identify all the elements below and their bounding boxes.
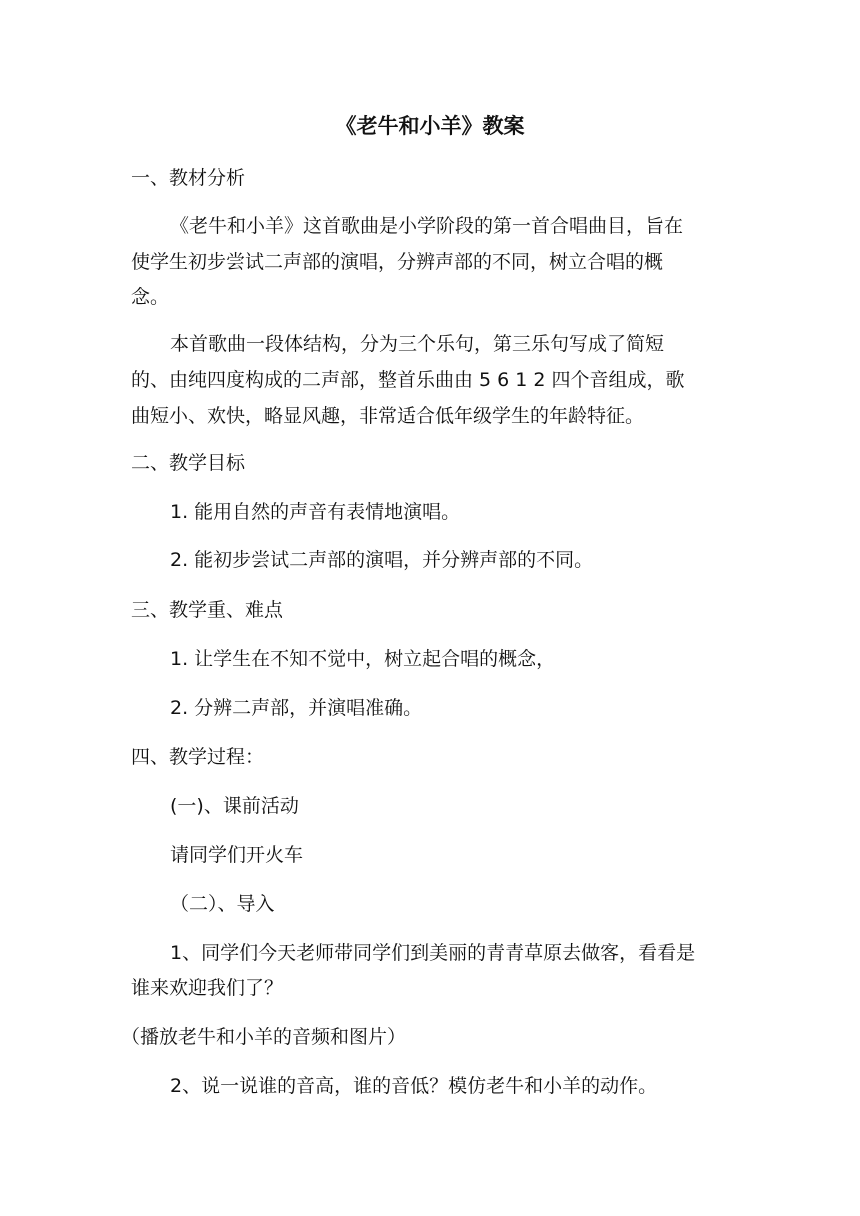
section-heading-process: 四、教学过程： [131,746,265,768]
list-item: 1. 能用自然的声音有表情地演唱。 [170,501,461,523]
paragraph-line: 2、说一说谁的音高，谁的音低？模仿老牛和小羊的动作。 [170,1075,658,1097]
paragraph-line: 的、由纯四度构成的二声部，整首乐曲由 5 6 1 2 四个音组成，歌 [131,369,685,391]
list-item: 2. 分辨二声部，并演唱准确。 [170,697,423,719]
paragraph-line: 使学生初步尝试二声部的演唱，分辨声部的不同，树立合唱的概 [131,251,664,273]
paragraph-line: 请同学们开火车 [170,844,304,866]
list-item: 1. 让学生在不知不觉中，树立起合唱的概念， [170,648,556,670]
paragraph-line: 1、同学们今天老师带同学们到美丽的青青草原去做客，看看是 [170,942,696,964]
subsection-heading: （二）、导入 [170,893,275,915]
paragraph-line: 谁来欢迎我们了？ [131,977,284,999]
document-title: 《老牛和小羊》教案 [335,114,525,138]
paragraph-line: 《老牛和小羊》这首歌曲是小学阶段的第一首合唱曲目，旨在 [170,215,684,237]
section-heading-objectives: 二、教学目标 [131,452,246,474]
section-heading-key-points: 三、教学重、难点 [131,599,284,621]
paragraph-line: 念。 [131,286,170,308]
subsection-heading: (一)、课前活动 [170,795,299,817]
paragraph-line: 本首歌曲一段体结构，分为三个乐句，第三乐句写成了简短 [170,333,665,355]
list-item: 2. 能初步尝试二声部的演唱，并分辨声部的不同。 [170,549,594,571]
paragraph-line: 曲短小、欢快，略显风趣，非常适合低年级学生的年龄特征。 [131,405,645,427]
section-heading-materials: 一、教材分析 [131,167,246,189]
paragraph-line: （播放老牛和小羊的音频和图片） [121,1026,407,1048]
